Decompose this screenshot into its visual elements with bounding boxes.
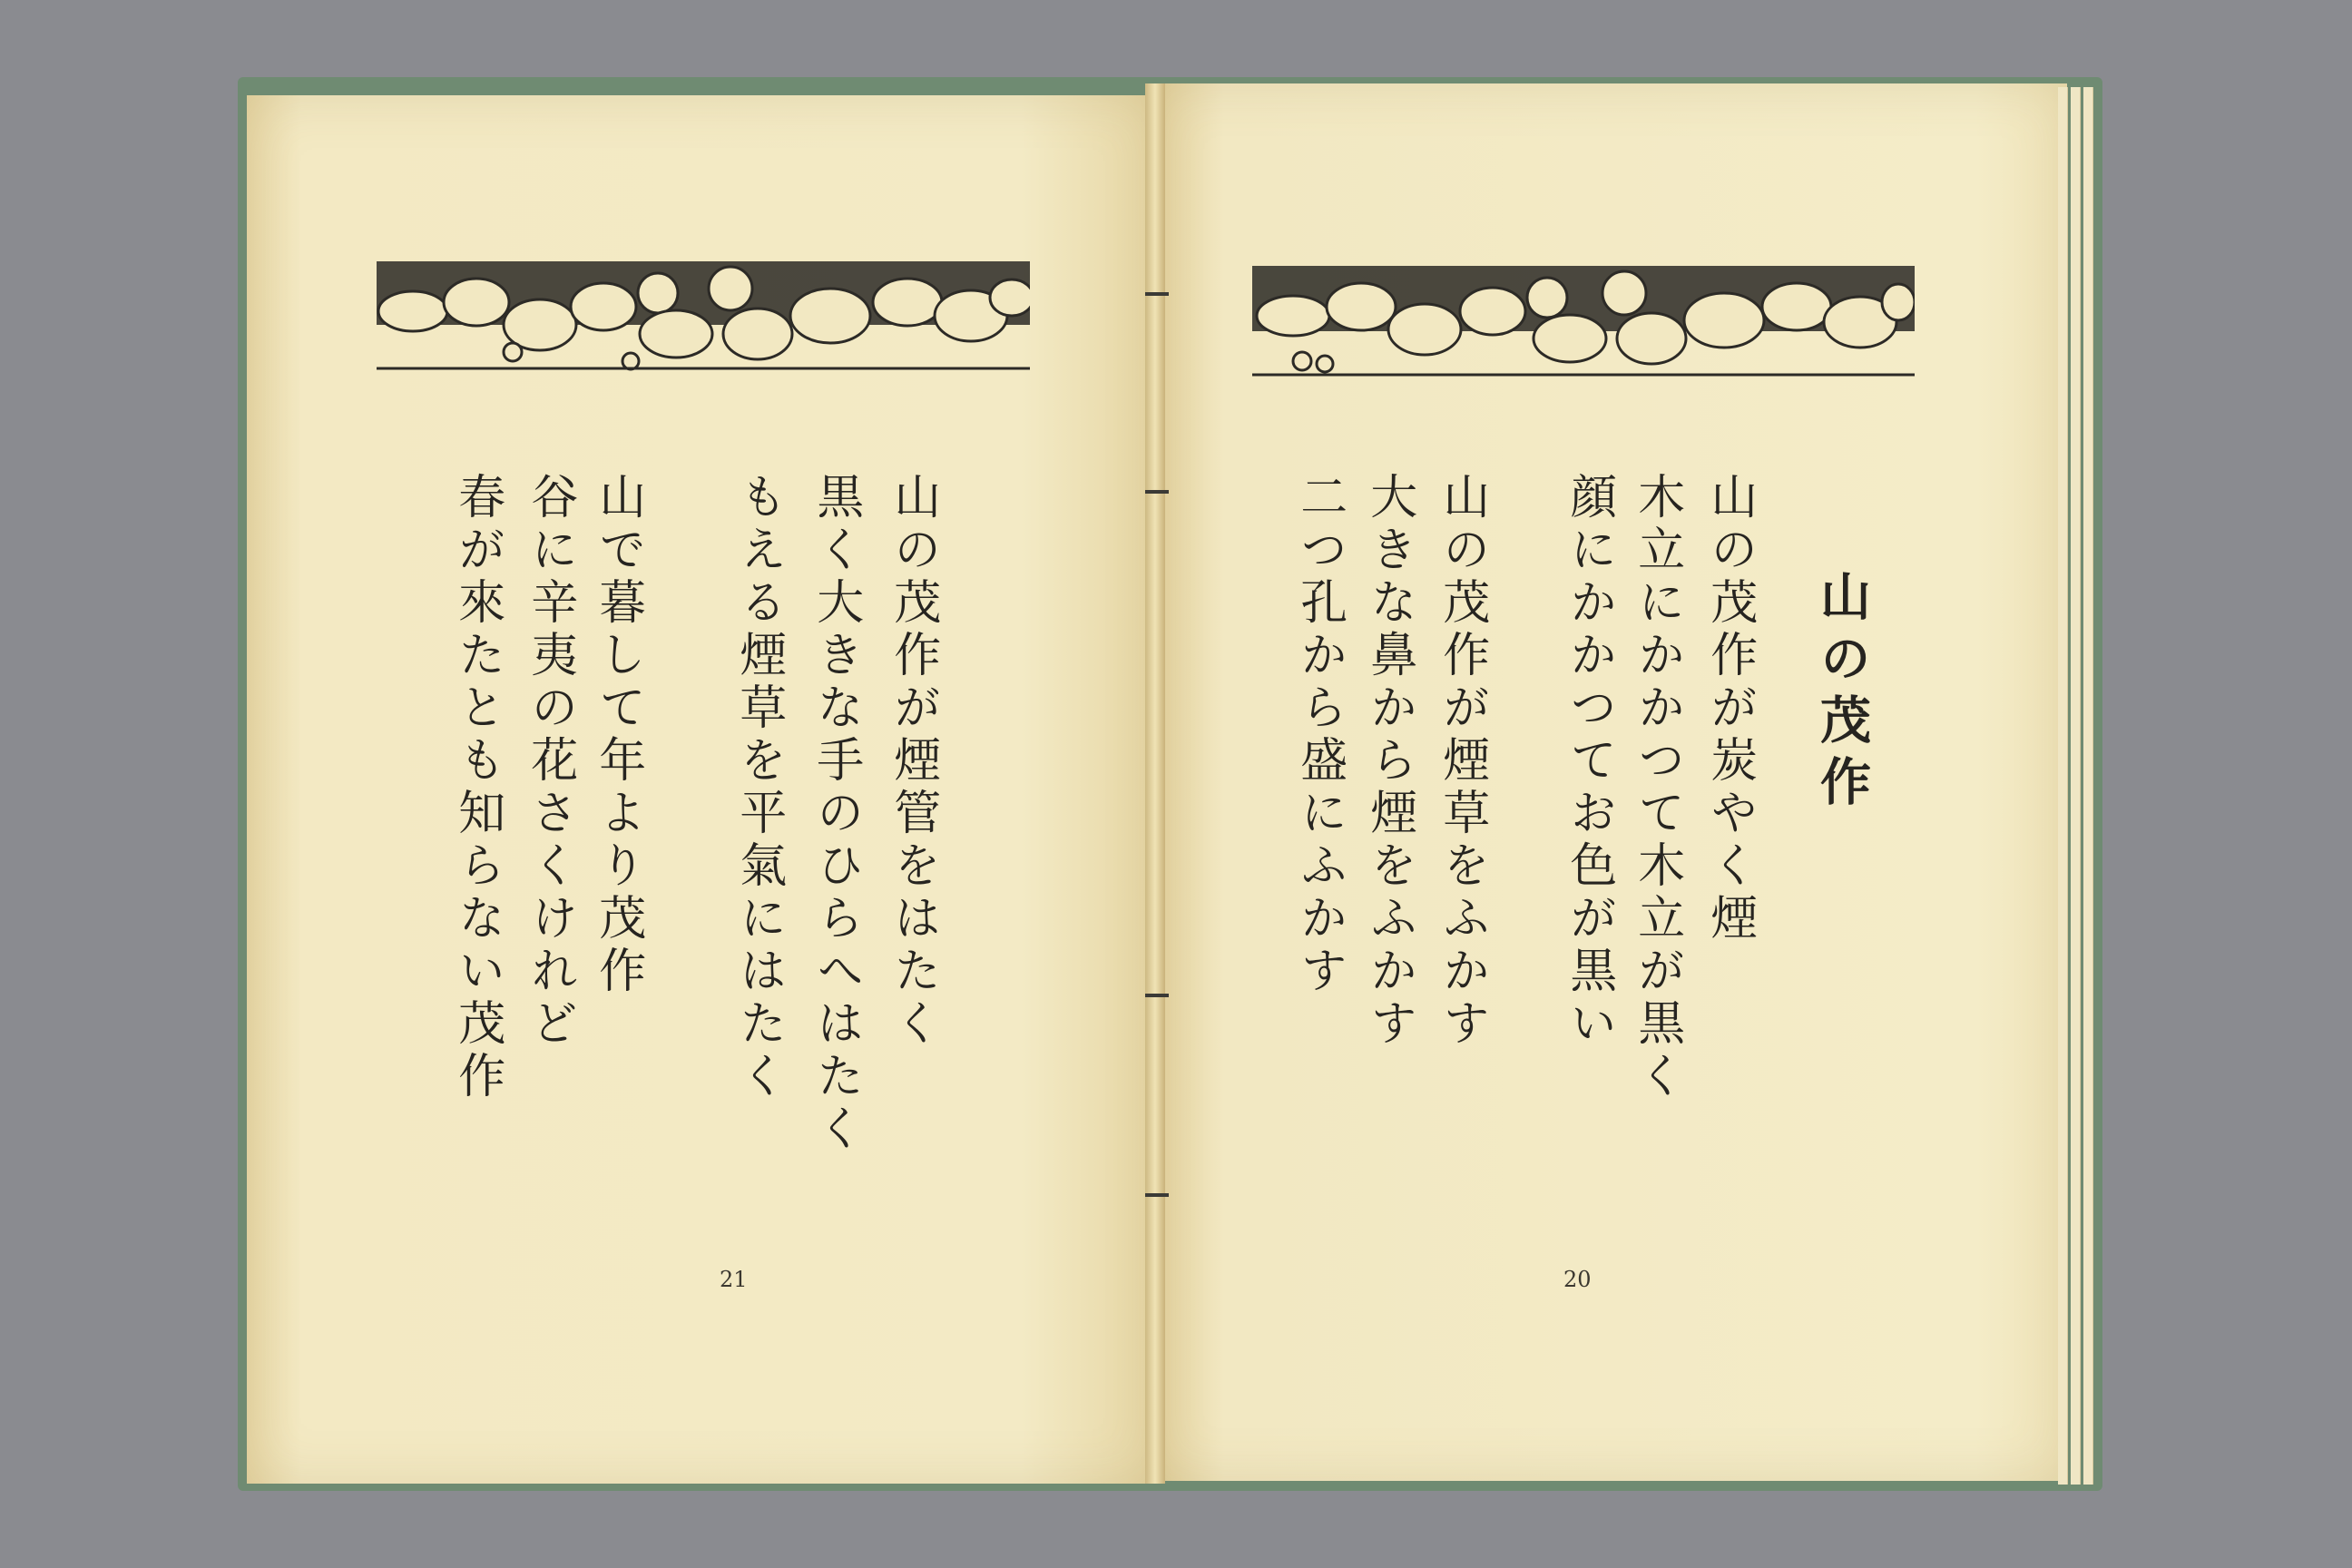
page-edge (2071, 87, 2081, 1485)
page-number: 21 (720, 1267, 748, 1292)
binding-thread (1145, 490, 1169, 494)
page-edge (2083, 87, 2093, 1485)
poem-line: 山で暮して年より茂作 (590, 472, 645, 998)
page-number: 20 (1563, 1267, 1592, 1292)
leaves-and-birds-ornament-icon (1252, 266, 1915, 379)
poem-title: 山の茂作 (1812, 570, 1872, 817)
poem-line: 二つ孔から盛にふかす (1291, 472, 1347, 998)
poem-line: 大きな鼻から煙をふかす (1361, 472, 1416, 1051)
poem-line: もえる煙草を平氣にはたく (730, 472, 786, 1103)
leaves-and-birds-ornament-icon (377, 261, 1030, 375)
ornament-svg (1252, 266, 1915, 379)
binding-thread (1145, 292, 1169, 296)
poem-line: 黒く大きな手のひらへはたく (808, 472, 863, 1156)
poem-line: 山の茂作が炭やく煙 (1701, 472, 1757, 946)
poem-line: 山の茂作が煙管をはたく (885, 472, 940, 1051)
binding-thread (1145, 994, 1169, 997)
poem-line: 顔にかかつてお色が黒い (1561, 472, 1616, 1051)
poem-line: 谷に辛夷の花さくけれど (522, 472, 577, 1051)
poem-line: 春が來たとも知らない茂作 (449, 472, 505, 1103)
page-edge (2058, 87, 2068, 1485)
poem-line: 木立にかかつて木立が黒く (1629, 472, 1684, 1103)
binding-thread (1145, 1193, 1169, 1197)
poem-line: 山の茂作が煙草をふかす (1434, 472, 1489, 1051)
ornament-svg (377, 261, 1030, 375)
